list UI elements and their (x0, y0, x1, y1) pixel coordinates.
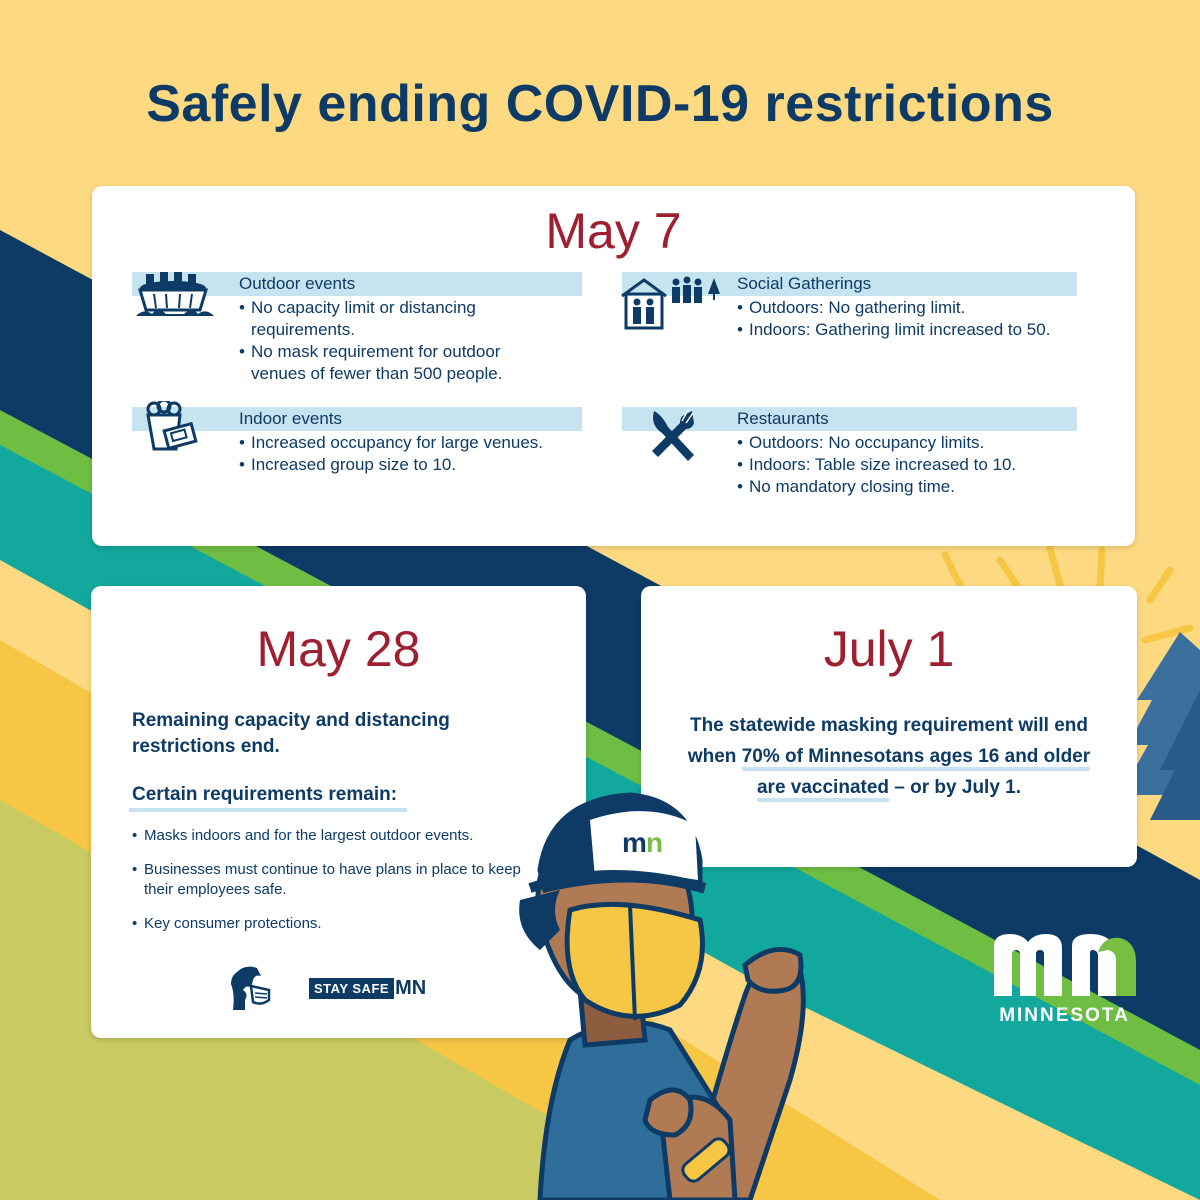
july1-text-after: – or by July 1. (889, 777, 1022, 798)
list-item: • Outdoors: No gathering limit. (737, 297, 1077, 319)
july1-date: July 1 (823, 621, 955, 677)
may28-date: May 28 (256, 621, 421, 677)
may28-requirements (132, 826, 532, 948)
section-label: Social Gatherings (737, 274, 872, 293)
section-label: Indoor events (239, 409, 343, 428)
popcorn-ticket-icon (144, 401, 200, 457)
svg-text:m: m (622, 827, 647, 858)
minnesota-wordmark: MINNESOTA (999, 1005, 1130, 1026)
section-items (239, 432, 579, 476)
masked-face-icon (227, 964, 275, 1012)
stay-safe-mn-text: MN (395, 976, 427, 999)
list-item: • Indoors: Table size increased to 10. (737, 454, 1077, 476)
section-label: Outdoor events (239, 274, 356, 293)
list-item: • No mask requirement for outdoor venues of fewer than 500 people. (239, 341, 539, 385)
list-item: • Key consumer protections. (132, 914, 532, 934)
july1-text-highlight: 70% of Minnesotans ages 16 and older are vaccinated (742, 746, 1090, 802)
list-item: • No mandatory closing time. (737, 476, 1077, 498)
list-item: • No capacity limit or distancing requirements. (239, 297, 539, 341)
page-title: Safely ending COVID-19 restrictions (146, 75, 1054, 133)
may28-subheading: Certain requirements remain: (132, 784, 398, 805)
stay-safe-mn-logo (309, 977, 426, 999)
fork-knife-icon (648, 407, 700, 463)
list-item: • Increased group size to 10. (239, 454, 579, 476)
list-item: • Outdoors: No occupancy limits. (737, 432, 1077, 454)
minnesota-logo-mark (990, 932, 1138, 998)
list-item: • Masks indoors and for the largest outdoor events. (132, 826, 532, 846)
vaccinated-person-illustration (500, 780, 820, 1200)
section-items (737, 297, 1077, 341)
may7-date: May 7 (545, 203, 682, 259)
may7-card (92, 186, 1135, 546)
list-item: • Businesses must continue to have plans in place to keep their employees safe. (132, 860, 532, 900)
subheading-underline (129, 808, 407, 812)
section-label: Restaurants (737, 409, 829, 428)
stadium-icon (136, 270, 214, 320)
svg-text:n: n (646, 827, 664, 858)
list-item: • Increased occupancy for large venues. (239, 432, 579, 454)
may28-lead: Remaining capacity and distancing restrictions end. (132, 710, 450, 757)
section-items (737, 432, 1077, 498)
section-items (239, 297, 539, 385)
list-item: • Indoors: Gathering limit increased to 50. (737, 319, 1077, 341)
people-gathering-icon (620, 274, 724, 334)
stay-safe-text: STAY SAFE (309, 978, 394, 999)
july1-text-before: The statewide masking requirement will end when (687, 715, 1089, 767)
